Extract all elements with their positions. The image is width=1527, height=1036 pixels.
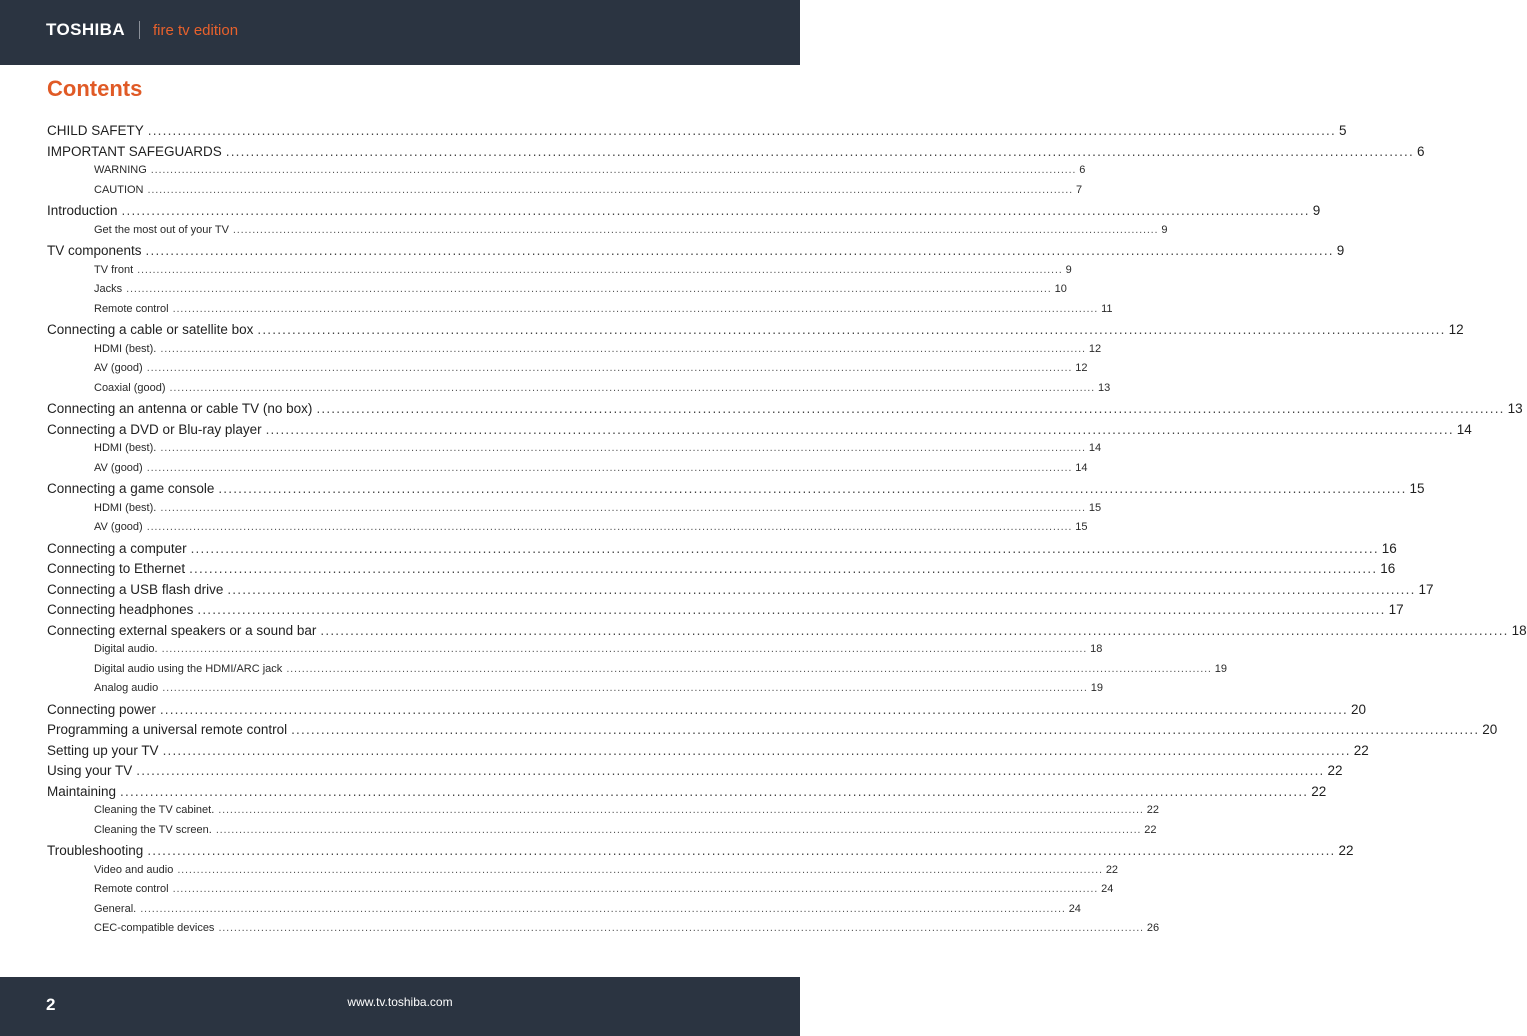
dot-leader: ................................................................................................................................................................................................................................................: [145, 243, 1334, 258]
toc-entry[interactable]: [47, 558, 1396, 576]
dot-leader: ................................................................................................................................................................................................................................................: [197, 602, 1386, 617]
dot-leader: ................................................................................................................................................................................................................................................: [218, 481, 1407, 496]
toc-entry-page: 12: [1448, 322, 1464, 337]
toc-entry-label: Analog audio: [94, 682, 159, 694]
fire-tv-edition-logo: fire tv edition: [153, 21, 239, 39]
dot-leader: ................................................................................................................................................................................................................................................: [218, 922, 1144, 934]
toc-entry[interactable]: [47, 781, 1327, 799]
dot-leader: ................................................................................................................................................................................................................................................: [265, 421, 1454, 437]
dot-leader: ................................................................................................................................................................................................................................................: [147, 843, 1336, 858]
toc-entry-page: 22: [1311, 783, 1327, 799]
toc-entry-page: 14: [1075, 461, 1088, 474]
toc-entry[interactable]: [47, 141, 1425, 159]
dot-leader: ................................................................................................................................................................................................................................................: [286, 662, 1212, 675]
toc-entry-page: 20: [1482, 722, 1498, 737]
toc-entry[interactable]: [47, 319, 1464, 337]
dot-leader: ................................................................................................................................................................................................................................................: [215, 823, 1142, 836]
toc-entry-label: Troubleshooting: [47, 843, 144, 858]
toc-entry-page: 26: [1146, 922, 1160, 934]
toc-entry-label: Maintaining: [47, 783, 117, 799]
page-footer: [0, 977, 800, 1036]
toc-subentry[interactable]: [94, 439, 1102, 454]
toc-entry-label: Connecting a game console: [47, 481, 215, 496]
toc-entry-page: 18: [1090, 643, 1103, 655]
footer-url[interactable]: www.tv.toshiba.com: [347, 995, 453, 1009]
dot-leader: ................................................................................................................................................................................................................................................: [320, 622, 1509, 638]
dot-leader: ................................................................................................................................................................................................................................................: [177, 863, 1103, 876]
toc-entry-label: AV (good): [94, 461, 143, 474]
toc-entry-page: 11: [1101, 302, 1113, 315]
toc-entry[interactable]: [47, 719, 1498, 737]
toc-entry-label: TV front: [94, 263, 134, 276]
toc-entry-page: 22: [1353, 742, 1369, 758]
toc-entry-page: 12: [1075, 362, 1088, 374]
dot-leader: ................................................................................................................................................................................................................................................: [146, 521, 1073, 533]
toc-entry[interactable]: [47, 840, 1354, 858]
toc-entry-label: TV components: [47, 243, 142, 258]
toc-entry-label: Connecting a USB flash drive: [47, 581, 224, 597]
toc-entry-label: Connecting a computer: [47, 540, 187, 556]
toc-entry[interactable]: [47, 538, 1397, 556]
dot-leader: ................................................................................................................................................................................................................................................: [162, 742, 1351, 758]
toshiba-logo: TOSHIBA: [46, 20, 125, 39]
toc-entry[interactable]: [47, 398, 1523, 416]
toc-subentry[interactable]: [94, 261, 1072, 276]
dot-leader: ................................................................................................................................................................................................................................................: [126, 283, 1052, 295]
dot-leader: ................................................................................................................................................................................................................................................: [137, 263, 1063, 276]
toc-subentry[interactable]: [94, 919, 1160, 934]
toc-entry[interactable]: [47, 120, 1347, 138]
toc-entry-page: 19: [1214, 662, 1228, 675]
toc-entry-label: Get the most out of your TV: [94, 223, 229, 236]
page-title: Contents: [47, 76, 143, 101]
dot-leader: ................................................................................................................................................................................................................................................: [291, 722, 1480, 737]
dot-leader: ................................................................................................................................................................................................................................................: [189, 561, 1378, 576]
toc-subentry[interactable]: [94, 359, 1088, 374]
dot-leader: ................................................................................................................................................................................................................................................: [160, 342, 1086, 355]
toc-entry-page: 22: [1338, 843, 1354, 858]
toc-entry-label: AV (good): [94, 521, 143, 533]
dot-leader: ................................................................................................................................................................................................................................................: [161, 643, 1088, 655]
toc-entry-page: 22: [1144, 823, 1157, 836]
toc-entry-label: Introduction: [47, 203, 118, 218]
toc-subentry[interactable]: [94, 679, 1103, 694]
dot-leader: ................................................................................................................................................................................................................................................: [225, 143, 1414, 159]
toc-entry-label: CEC-compatible devices: [94, 922, 215, 934]
toc-entry-page: 22: [1327, 763, 1343, 778]
toc-entry-label: Connecting a DVD or Blu-ray player: [47, 421, 262, 437]
dot-leader: ................................................................................................................................................................................................................................................: [147, 123, 1336, 138]
dot-leader: ................................................................................................................................................................................................................................................: [136, 763, 1325, 778]
toc-subentry[interactable]: [94, 280, 1067, 295]
toc-entry-page: 10: [1054, 283, 1067, 295]
toc-entry[interactable]: [47, 240, 1345, 258]
toc-entry-label: HDMI (best).: [94, 342, 157, 355]
toc-subentry[interactable]: [94, 499, 1102, 514]
dot-leader: ................................................................................................................................................................................................................................................: [146, 461, 1073, 474]
toc-entry[interactable]: [47, 699, 1367, 717]
dot-leader: ................................................................................................................................................................................................................................................: [120, 783, 1309, 799]
toc-subentry[interactable]: [94, 221, 1168, 236]
toc-entry-page: 9: [1312, 203, 1321, 218]
dot-leader: ................................................................................................................................................................................................................................................: [146, 362, 1073, 374]
dot-leader: ................................................................................................................................................................................................................................................: [159, 701, 1349, 717]
dot-leader: ................................................................................................................................................................................................................................................: [160, 501, 1086, 514]
dot-leader: ................................................................................................................................................................................................................................................: [218, 804, 1144, 816]
dot-leader: ................................................................................................................................................................................................................................................: [162, 682, 1088, 694]
toc-entry-label: HDMI (best).: [94, 442, 157, 454]
dot-leader: ................................................................................................................................................................................................................................................: [169, 381, 1096, 394]
dot-leader: ................................................................................................................................................................................................................................................: [190, 540, 1379, 556]
toc-entry-page: 22: [1105, 863, 1119, 876]
toc-entry-label: Remote control: [94, 302, 169, 315]
toc-entry-label: Programming a universal remote control: [47, 722, 288, 737]
toc-entry[interactable]: [47, 478, 1425, 496]
toc-entry[interactable]: [47, 419, 1472, 437]
toc-entry-label: Connecting power: [47, 701, 156, 717]
toc-entry[interactable]: [47, 579, 1434, 597]
toc-entry-page: 5: [1338, 123, 1347, 138]
toc-entry-label: Cleaning the TV screen.: [94, 823, 212, 836]
toc-subentry[interactable]: [94, 181, 1083, 196]
toc-subentry[interactable]: [94, 900, 1081, 915]
dot-leader: ................................................................................................................................................................................................................................................: [227, 581, 1416, 597]
toc-entry-label: Cleaning the TV cabinet.: [94, 804, 215, 816]
toc-subentry[interactable]: [94, 640, 1103, 655]
toc-subentry[interactable]: [94, 660, 1228, 675]
toc-entry-page: 14: [1456, 421, 1472, 437]
toc-entry-label: WARNING: [94, 164, 147, 176]
dot-leader: ................................................................................................................................................................................................................................................: [257, 322, 1446, 337]
toc-entry[interactable]: [47, 599, 1404, 617]
toc-entry-label: Connecting headphones: [47, 602, 194, 617]
toc-entry-page: 9: [1065, 263, 1072, 276]
toc-subentry[interactable]: [94, 880, 1114, 895]
toc-entry-page: 16: [1380, 561, 1396, 576]
toc-entry-label: HDMI (best).: [94, 501, 157, 514]
toc-entry-page: 17: [1418, 581, 1434, 597]
toc-entry-label: CHILD SAFETY: [47, 123, 144, 138]
toc-subentry[interactable]: [94, 161, 1086, 176]
toc-entry-label: Connecting an antenna or cable TV (no box): [47, 401, 313, 416]
toc-entry-page: 9: [1161, 223, 1168, 236]
toc-subentry[interactable]: [94, 821, 1157, 836]
toc-entry-label: Connecting to Ethernet: [47, 561, 186, 576]
dot-leader: ................................................................................................................................................................................................................................................: [150, 164, 1077, 176]
toc-entry-page: 13: [1098, 381, 1111, 394]
dot-leader: ................................................................................................................................................................................................................................................: [232, 223, 1159, 236]
dot-leader: ................................................................................................................................................................................................................................................: [121, 203, 1310, 218]
toc-entry-page: 12: [1088, 342, 1102, 355]
toc-entry-page: 14: [1088, 442, 1102, 454]
toc-entry-page: 19: [1090, 682, 1103, 694]
toc-entry-label: Using your TV: [47, 763, 133, 778]
toc-entry-label: AV (good): [94, 362, 143, 374]
toc-entry-page: 20: [1351, 701, 1367, 717]
toc-entry-page: 9: [1336, 243, 1345, 258]
toc-entry-label: IMPORTANT SAFEGUARDS: [47, 143, 222, 159]
toc-entry-label: General.: [94, 902, 137, 915]
toc-entry[interactable]: [47, 760, 1343, 778]
toc-entry-label: Video and audio: [94, 863, 174, 876]
toc-entry-page: 7: [1075, 183, 1083, 196]
toc-entry[interactable]: [47, 200, 1321, 218]
dot-leader: ................................................................................................................................................................................................................................................: [147, 183, 1073, 196]
toc-entry-page: 24: [1101, 883, 1114, 895]
dot-leader: ................................................................................................................................................................................................................................................: [172, 302, 1099, 315]
toc-entry-label: Connecting external speakers or a sound bar: [47, 622, 317, 638]
dot-leader: ................................................................................................................................................................................................................................................: [160, 442, 1086, 454]
dot-leader: ................................................................................................................................................................................................................................................: [172, 883, 1099, 895]
toc-entry-page: 13: [1507, 401, 1523, 416]
toc-entry-page: 17: [1388, 602, 1404, 617]
toc-entry-label: Jacks: [94, 283, 123, 295]
toc-entry-label: Connecting a cable or satellite box: [47, 322, 254, 337]
dot-leader: ................................................................................................................................................................................................................................................: [140, 902, 1066, 915]
toc-entry-label: Remote control: [94, 883, 169, 895]
toc-entry-page: 6: [1079, 164, 1086, 176]
toc-subentry[interactable]: [94, 379, 1111, 394]
toc-entry-page: 18: [1511, 622, 1527, 638]
toc-subentry[interactable]: [94, 300, 1113, 315]
toc-entry-page: 15: [1088, 501, 1102, 514]
toc-entry-label: Digital audio using the HDMI/ARC jack: [94, 662, 283, 675]
toc-entry-page: 16: [1381, 540, 1397, 556]
dot-leader: ................................................................................................................................................................................................................................................: [316, 401, 1505, 416]
toc-subentry[interactable]: [94, 459, 1088, 474]
toc-entry-label: CAUTION: [94, 183, 144, 196]
toc-subentry[interactable]: [94, 518, 1088, 533]
toc-entry-label: Digital audio.: [94, 643, 158, 655]
toc-entry[interactable]: [47, 620, 1527, 638]
toc-entry-page: 15: [1409, 481, 1425, 496]
toc-entry-page: 22: [1146, 804, 1159, 816]
page-number: 2: [46, 995, 56, 1014]
toc-entry-page: 6: [1416, 143, 1425, 159]
toc-entry-label: Coaxial (good): [94, 381, 166, 394]
toc-entry-label: Setting up your TV: [47, 742, 159, 758]
toc-entry-page: 15: [1075, 521, 1088, 533]
toc-entry[interactable]: [47, 740, 1369, 758]
toc-subentry[interactable]: [94, 801, 1159, 816]
toc-subentry[interactable]: [94, 340, 1102, 355]
toc-subentry[interactable]: [94, 861, 1119, 876]
toc-entry-page: 24: [1068, 902, 1081, 915]
